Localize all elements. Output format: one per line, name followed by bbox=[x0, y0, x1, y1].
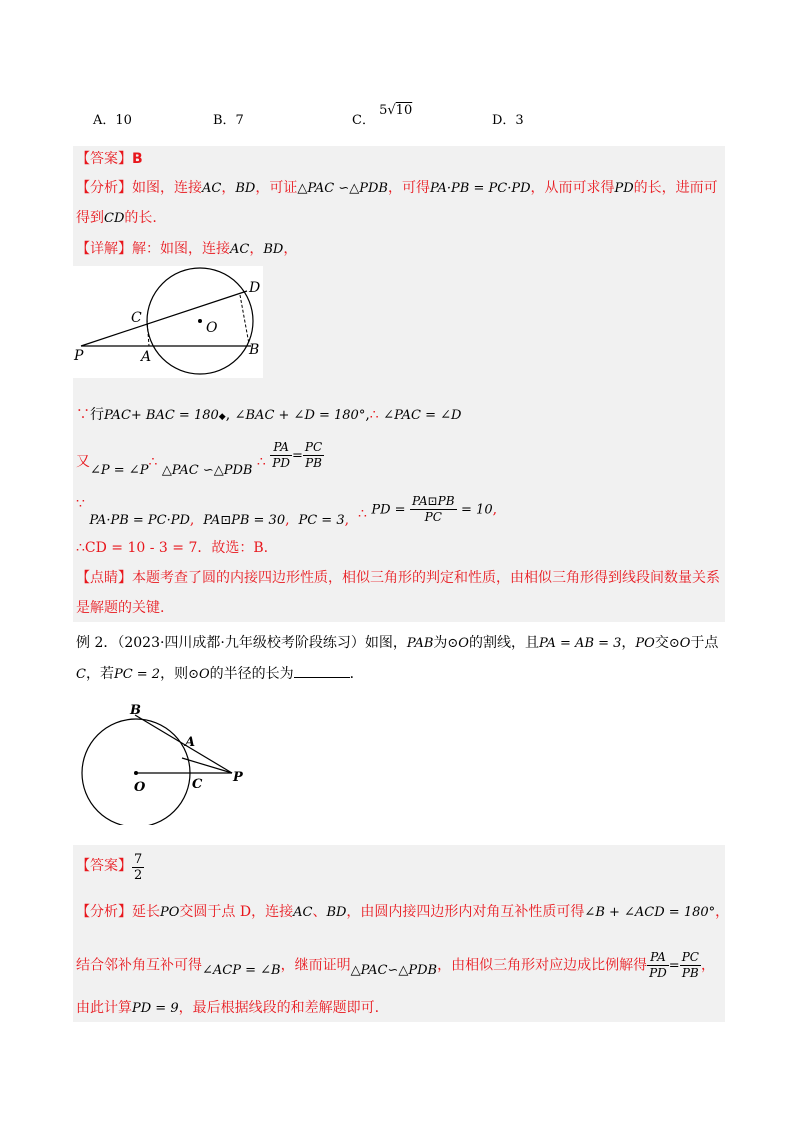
analysis-tag: 【分析】 bbox=[76, 180, 132, 196]
answer-blank[interactable] bbox=[294, 663, 350, 678]
line3-math-b: PA⊡PB = 30 bbox=[203, 512, 286, 528]
detail-tag: 【详解】 bbox=[76, 241, 132, 257]
q2-analysis-line2: 结合邻补角互补可得∠ACP = ∠B，继而证明△PAC∽△PDB，由相似三角形对应边成比例解得 $\frac{PA}{PD}$ = $\frac{PC}{PB}$ ， bbox=[76, 950, 715, 980]
label-b-2: B bbox=[130, 703, 141, 718]
q2a-frac-pa-pd bbox=[647, 950, 669, 981]
label-o: O bbox=[206, 320, 218, 336]
frac2-num: PC bbox=[304, 440, 323, 454]
analysis-ac: AC bbox=[202, 181, 222, 196]
option-a: A．10 bbox=[93, 113, 132, 128]
option-c-coef: 5 bbox=[379, 103, 388, 118]
frac3-num: PA⊡PB bbox=[411, 494, 455, 508]
q2-answer-tag: 【答案】 bbox=[76, 857, 132, 874]
q2-analysis-tag: 【分析】 bbox=[76, 904, 132, 920]
q2a-eq1: ∠B + ∠ACD = 180° bbox=[584, 905, 716, 920]
line1-math-c: ∠PAC = ∠D bbox=[383, 408, 462, 423]
q2a-a5: ， bbox=[715, 904, 730, 920]
detail-end: ， bbox=[283, 241, 298, 257]
analysis-text-2: ，可证 bbox=[255, 180, 298, 196]
label-a-2: A bbox=[185, 735, 196, 750]
q2-t5: 于点 bbox=[690, 635, 719, 651]
q1-answer-line bbox=[76, 149, 143, 169]
q2-answer-line bbox=[76, 852, 144, 883]
q2-analysis-line1 bbox=[76, 902, 729, 923]
label-c-2: C bbox=[192, 777, 203, 792]
detail-text: 解：如图，连接 bbox=[132, 241, 230, 257]
figure-2 bbox=[78, 700, 258, 825]
q2a-a4: ，由圆内接四边形内对角互补性质可得 bbox=[346, 904, 585, 920]
q2-analysis-line3 bbox=[76, 998, 379, 1019]
answer-den: 2 bbox=[134, 868, 143, 883]
answer-block-2 bbox=[73, 845, 725, 1022]
analysis-bd: BD bbox=[235, 181, 256, 196]
option-c-radicand: 10 bbox=[395, 103, 413, 118]
q2a-b4: ， bbox=[700, 957, 715, 974]
detail-ac: AC bbox=[230, 242, 250, 257]
label-o-2: O bbox=[134, 780, 146, 795]
analysis-sim: △PAC ∽△PDB bbox=[297, 181, 388, 196]
analysis-text-4: ，从而可求得 bbox=[530, 180, 615, 196]
point-text-1: 本题考查了圆的内接四边形性质，相似三角形的判定和性质，由相似三角形得到线段间数量关系 bbox=[132, 570, 720, 586]
q2a-a3: 、 bbox=[312, 904, 327, 920]
frac1-num: PA bbox=[270, 440, 292, 456]
label-c: C bbox=[131, 310, 142, 326]
therefore-sym-4: ∴ bbox=[357, 505, 367, 522]
detail-bd: BD bbox=[263, 242, 284, 257]
because-sym-2: ∵ bbox=[76, 495, 85, 512]
therefore-sym-1: ∴ bbox=[369, 407, 379, 423]
q2a-fa-num: PA bbox=[647, 950, 669, 966]
analysis-comma: ， bbox=[221, 180, 236, 196]
analysis-text-3: ，可得 bbox=[387, 180, 430, 196]
analysis-text-1: 如图，连接 bbox=[132, 180, 202, 196]
q2a-bd: BD bbox=[326, 905, 347, 920]
q2-t2: 的割线，且 bbox=[468, 635, 539, 651]
q1-point-line2: 是解题的关键. bbox=[76, 600, 165, 616]
q2a-eq2: ∠ACP = ∠B bbox=[202, 962, 281, 978]
line3-pd: PD = bbox=[371, 502, 406, 518]
line1-math-b: ∠BAC + ∠D = 180° bbox=[234, 408, 366, 423]
option-c-label: C． bbox=[352, 113, 375, 128]
analysis-text-5: 的长，进而可 bbox=[633, 180, 718, 196]
q2-o3: ⊙O bbox=[188, 667, 210, 682]
q1-detail-line bbox=[76, 239, 297, 260]
because-sym-1: ∵ bbox=[76, 407, 90, 423]
center-dot-2 bbox=[134, 771, 138, 775]
q2-t6: ，若 bbox=[85, 666, 114, 682]
q2-t3: ， bbox=[621, 635, 636, 651]
q1-point-line1 bbox=[76, 568, 720, 588]
label-p: P bbox=[74, 348, 84, 364]
q2-line1 bbox=[76, 633, 718, 654]
analysis-text-7: 的长. bbox=[124, 210, 157, 226]
q2a-c1: 由此计算 bbox=[76, 1000, 132, 1016]
q2a-sim: △PAC∽△PDB bbox=[350, 962, 438, 978]
you-text: 又 bbox=[76, 453, 90, 470]
therefore-sym-2: ∴ bbox=[148, 453, 158, 470]
q2a-a2: 交圆于点 D，连接 bbox=[179, 904, 294, 920]
label-p-2: P bbox=[233, 770, 243, 785]
fraction-pd bbox=[410, 494, 457, 525]
analysis-cd: CD bbox=[104, 211, 125, 226]
q2-prefix: 例 2．（2023·四川成都·九年级校考阶段练习）如图， bbox=[76, 635, 407, 651]
analysis-text-6: 得到 bbox=[76, 210, 104, 226]
q2a-a1: 延长 bbox=[132, 904, 160, 920]
line3-end: = 10 bbox=[461, 502, 493, 518]
q1-analysis-line2 bbox=[76, 208, 157, 229]
q2-t4: 交 bbox=[654, 635, 669, 651]
q2-line2 bbox=[76, 663, 364, 685]
q2a-ac: AC bbox=[293, 905, 313, 920]
q1-analysis-line1 bbox=[76, 178, 718, 199]
frac3-den: PC bbox=[424, 510, 442, 524]
q2-t9: ． bbox=[349, 666, 364, 682]
label-d: D bbox=[249, 280, 261, 296]
label-b: B bbox=[249, 342, 260, 358]
q2a-fb-den: PB bbox=[681, 966, 699, 980]
q2a-b3: ，由相似三角形对应边成比例解得 bbox=[437, 957, 648, 974]
detail-comma: ， bbox=[249, 241, 264, 257]
line2-math-b: △PAC ∽△PDB bbox=[161, 462, 253, 478]
fraction-pc-pb bbox=[303, 440, 324, 471]
q2-eq: PA = AB = 3 bbox=[538, 636, 622, 651]
q2a-eq3: PD = 9 bbox=[132, 1001, 179, 1016]
q2-c: C bbox=[76, 667, 86, 682]
garbled-glyph: 行 bbox=[90, 407, 104, 423]
point-tag: 【点睛】 bbox=[76, 570, 132, 586]
q2a-fa-den: PD bbox=[649, 966, 667, 980]
q2-t7: ，则 bbox=[160, 666, 189, 682]
q1-line2: 又∠P = ∠P∴ △PAC ∽△PDB ∴ $\frac{PA}{PD}$ = $\frac{PC}{PB}$ bbox=[76, 440, 323, 478]
q2a-b1: 结合邻补角互补可得 bbox=[76, 957, 202, 974]
q2-t8: 的半径的长为 bbox=[209, 666, 294, 682]
q2-o1: ⊙O bbox=[447, 636, 469, 651]
center-dot bbox=[198, 319, 202, 323]
q2a-c2: ，最后根据线段的和差解题即可. bbox=[178, 1000, 380, 1016]
option-c bbox=[352, 103, 413, 128]
q1-line4: ∴CD = 10 - 3 = 7．故选：B. bbox=[76, 540, 269, 556]
analysis-pd: PD bbox=[614, 181, 634, 196]
line3-math-c: PC = 3 bbox=[298, 512, 345, 528]
fraction-pa-pd bbox=[270, 440, 292, 471]
answer-fraction bbox=[132, 852, 144, 883]
line3-math-a: PA·PB = PC·PD bbox=[89, 512, 190, 528]
secant-pb-2 bbox=[135, 715, 232, 773]
q1-line3: ∵ PA·PB = PC·PD, PA⊡PB = 30, PC = 3, ∴ PD = $\frac{PA⊡PB}{PC}$ = 10, bbox=[76, 494, 498, 528]
therefore-sym-3: ∴ bbox=[256, 453, 266, 470]
frac2-den: PB bbox=[305, 456, 322, 470]
q2-t1: 为 bbox=[433, 635, 448, 651]
option-b: B．7 bbox=[213, 113, 244, 128]
answer-num: 7 bbox=[134, 852, 143, 867]
option-c-value: 5√10 bbox=[379, 103, 413, 118]
q2a-po: PO bbox=[160, 905, 180, 920]
q2-pab: PAB bbox=[406, 636, 434, 651]
label-a: A bbox=[141, 349, 152, 365]
line2-math-a: ∠P = ∠P bbox=[90, 462, 149, 478]
q2a-frac-pc-pb bbox=[680, 950, 701, 981]
q2-pc: PC = 2 bbox=[113, 667, 161, 682]
q2-po: PO bbox=[635, 636, 655, 651]
option-d: D．3 bbox=[492, 113, 524, 128]
answer-tag: 【答案】 bbox=[76, 151, 132, 167]
q2a-fb-num: PC bbox=[681, 950, 699, 964]
line1-math-a: PAC+ BAC = 180 bbox=[104, 408, 219, 423]
q1-line1: ∵行PAC+ BAC = 180◆, ∠BAC + ∠D = 180°,∴ ∠PAC = ∠D bbox=[76, 407, 462, 423]
q2a-b2: ，继而证明 bbox=[280, 957, 351, 974]
q2-o2: ⊙O bbox=[668, 636, 691, 651]
analysis-eq: PA·PB = PC·PD bbox=[429, 181, 531, 196]
figure-1 bbox=[73, 266, 263, 378]
frac1-den: PD bbox=[272, 456, 290, 470]
answer-value: B bbox=[132, 151, 143, 167]
